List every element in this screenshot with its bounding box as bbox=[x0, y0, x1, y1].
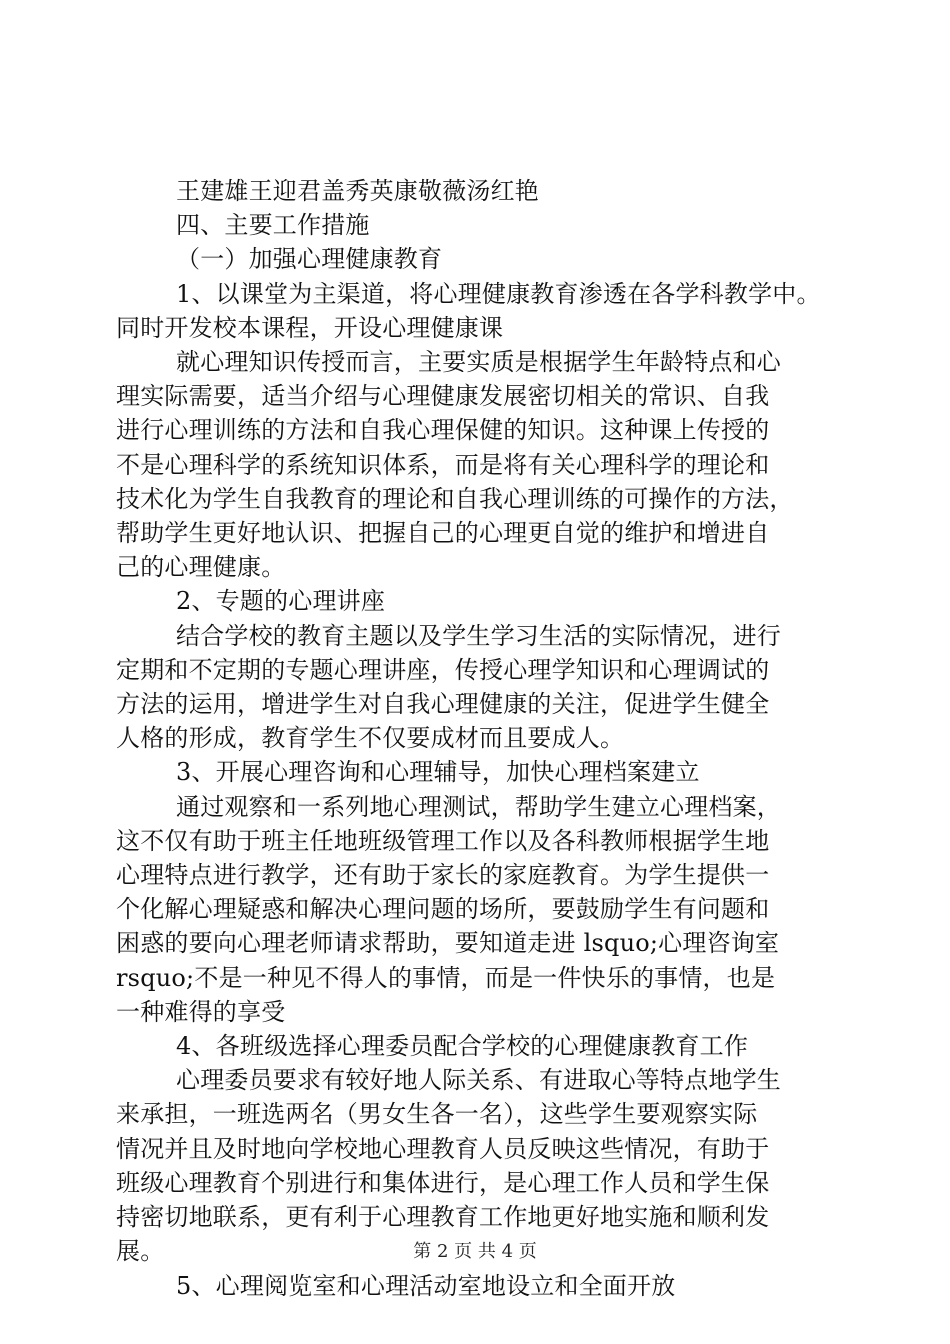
paragraph-line: rsquo;不是一种见不得人的事情，而是一件快乐的事情，也是 bbox=[116, 963, 776, 992]
paragraph-line: 困惑的要向心理老师请求帮助，要知道走进 lsquo;心理咨询室 bbox=[116, 929, 780, 958]
paragraph-line: 四、主要工作措施 bbox=[176, 211, 370, 240]
paragraph bbox=[116, 277, 836, 345]
paragraph-line: 2、专题的心理讲座 bbox=[176, 587, 386, 616]
paragraph-line: 不是心理科学的系统知识体系，而是将有关心理科学的理论和 bbox=[116, 450, 770, 479]
paragraph-line: 己的心理健康。 bbox=[116, 553, 286, 582]
paragraph-line: 心理特点进行教学，还有助于家长的家庭教育。为学生提供一 bbox=[116, 861, 770, 890]
paragraph-line: 个化解心理疑惑和解决心理问题的场所，要鼓励学生有问题和 bbox=[116, 895, 770, 924]
paragraph-line: 4、各班级选择心理委员配合学校的心理健康教育工作 bbox=[176, 1032, 749, 1061]
paragraph-line: 进行心理训练的方法和自我心理保健的知识。这种课上传授的 bbox=[116, 416, 770, 445]
paragraph bbox=[116, 584, 836, 618]
paragraph bbox=[116, 755, 836, 789]
paragraph bbox=[116, 790, 836, 1029]
paragraph-line: 就心理知识传授而言，主要实质是根据学生年龄特点和心 bbox=[176, 348, 781, 377]
paragraph-line: 定期和不定期的专题心理讲座，传授心理学知识和心理调试的 bbox=[116, 655, 770, 684]
paragraph-line: 技术化为学生自我教育的理论和自我心理训练的可操作的方法， bbox=[116, 484, 794, 513]
paragraph-line: 方法的运用，增进学生对自我心理健康的关注，促进学生健全 bbox=[116, 690, 770, 719]
paragraph bbox=[116, 345, 836, 584]
paragraph-line: 持密切地联系，更有利于心理教育工作地更好地实施和顺利发 bbox=[116, 1203, 770, 1232]
paragraph-line: 情况并且及时地向学校地心理教育人员反映这些情况，有助于 bbox=[116, 1134, 770, 1163]
paragraph-line: 一种难得的享受 bbox=[116, 997, 286, 1026]
document-body bbox=[116, 174, 836, 1303]
paragraph bbox=[116, 1029, 836, 1063]
paragraph bbox=[116, 1063, 836, 1268]
paragraph-line: 人格的形成，教育学生不仅要成材而且要成人。 bbox=[116, 724, 625, 753]
paragraph-line: 5、心理阅览室和心理活动室地设立和全面开放 bbox=[176, 1271, 676, 1300]
paragraph-line: 通过观察和一系列地心理测试，帮助学生建立心理档案， bbox=[176, 792, 781, 821]
paragraph-line: 来承担，一班选两名（男女生各一名），这些学生要观察实际 bbox=[116, 1100, 758, 1129]
paragraph-line: 同时开发校本课程，开设心理健康课 bbox=[116, 313, 504, 342]
paragraph bbox=[116, 242, 836, 276]
paragraph-line: 3、开展心理咨询和心理辅导，加快心理档案建立 bbox=[176, 758, 700, 787]
paragraph bbox=[116, 619, 836, 756]
paragraph-line: 结合学校的教育主题以及学生学习生活的实际情况，进行 bbox=[176, 621, 781, 650]
paragraph bbox=[116, 208, 836, 242]
paragraph-line: 心理委员要求有较好地人际关系、有进取心等特点地学生 bbox=[176, 1066, 781, 1095]
paragraph-line: 展。 bbox=[116, 1237, 165, 1266]
paragraph-line: 1、以课堂为主渠道，将心理健康教育渗透在各学科教学中。 bbox=[176, 279, 821, 308]
paragraph-line: 王建雄王迎君盖秀英康敬薇汤红艳 bbox=[176, 177, 539, 205]
paragraph-line: 班级心理教育个别进行和集体进行，是心理工作人员和学生保 bbox=[116, 1168, 770, 1197]
paragraph-line: 这不仅有助于班主任地班级管理工作以及各科教师根据学生地 bbox=[116, 826, 770, 855]
paragraph-line: 理实际需要，适当介绍与心理健康发展密切相关的常识、自我 bbox=[116, 382, 770, 411]
paragraph bbox=[116, 1269, 836, 1303]
paragraph-line: 帮助学生更好地认识、把握自己的心理更自觉的维护和增进自 bbox=[116, 519, 770, 548]
page-footer: 第 2 页 共 4 页 bbox=[413, 1241, 537, 1262]
paragraph bbox=[116, 174, 836, 208]
paragraph-line: （一）加强心理健康教育 bbox=[176, 245, 443, 274]
